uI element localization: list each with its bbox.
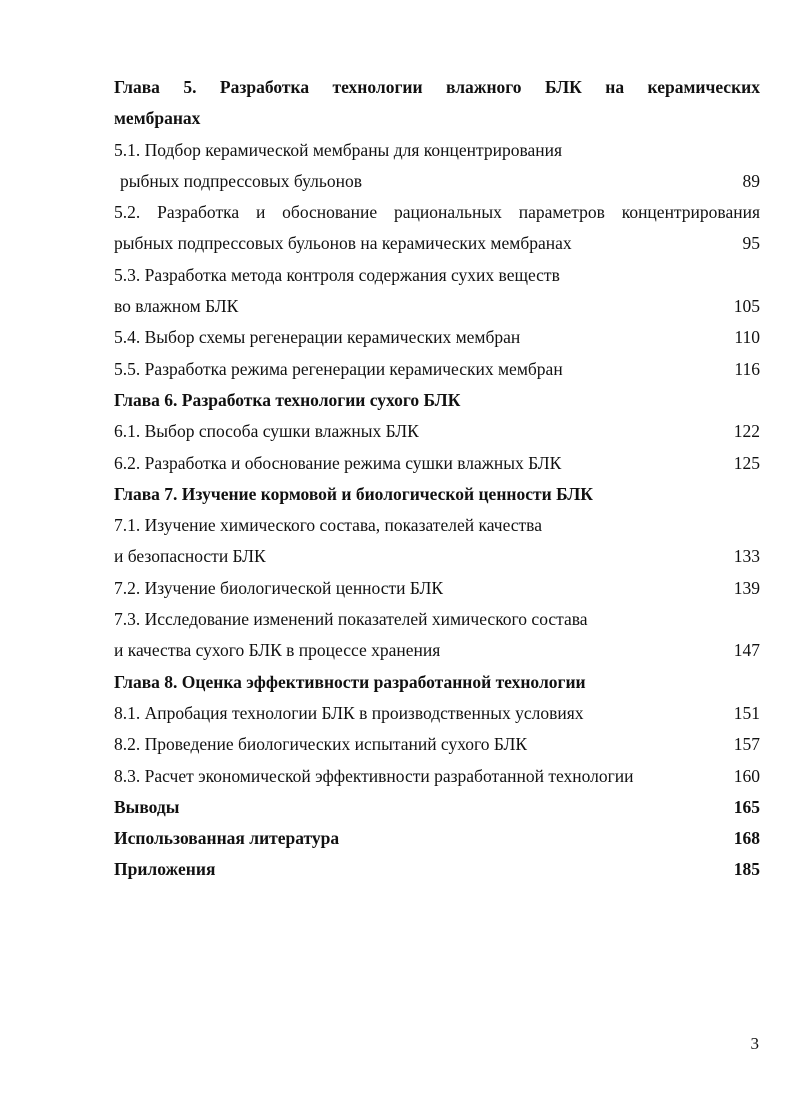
toc-page-number: 168	[733, 828, 760, 849]
toc-entry-text: 8.2. Проведение биологических испытаний сухого БЛК	[114, 734, 528, 755]
toc-entry-text: 5.2. Разработка и обоснование рациональных параметров концентрирования	[114, 202, 760, 223]
toc-entry-text: 7.2. Изучение биологической ценности БЛК	[114, 577, 444, 598]
toc-entry-7-1-cont	[114, 541, 760, 572]
toc-appendices	[114, 854, 760, 885]
toc-entry-text: Глава 5. Разработка технологии влажного БЛК на керамических	[114, 77, 760, 97]
toc-entry-text: Глава 6. Разработка технологии сухого БЛК	[114, 389, 461, 410]
toc-page-number: 122	[733, 421, 760, 442]
toc-entry-text: и безопасности БЛК	[114, 546, 266, 567]
toc-page-number: 139	[733, 577, 760, 598]
toc-entry-text: 5.3. Разработка метода контроля содержания сухих веществ	[114, 264, 560, 285]
toc-chapter-8-heading	[114, 667, 760, 698]
toc-entry-text: Глава 7. Изучение кормовой и биологической ценности БЛК	[114, 483, 593, 504]
toc-entry-6-1	[114, 416, 760, 447]
toc-chapter-5-heading-cont	[114, 103, 760, 134]
toc-page-number: 105	[733, 296, 760, 317]
toc-page-number: 133	[733, 546, 760, 567]
toc-page-number: 157	[733, 734, 760, 755]
toc-entry-5-4	[114, 322, 760, 353]
toc-entry-5-5	[114, 354, 760, 385]
toc-entry-text: 5.1. Подбор керамической мембраны для концентрирования	[114, 139, 563, 160]
toc-chapter-6-heading	[114, 385, 760, 416]
toc-entry-text: во влажном БЛК	[114, 296, 239, 317]
toc-entry-text: Выводы	[114, 796, 180, 817]
toc-references	[114, 823, 760, 854]
toc-entry-text: 7.1. Изучение химического состава, показателей качества	[114, 515, 542, 536]
toc-entry-text: Использованная литература	[114, 828, 340, 849]
toc-page-number: 89	[742, 170, 760, 191]
toc-entry-text: и качества сухого БЛК в процессе хранения	[114, 640, 441, 661]
toc-page-number: 185	[733, 859, 760, 880]
toc-entry-text: мембранах	[114, 108, 201, 129]
toc-entry-5-1-cont	[114, 166, 760, 197]
toc-entry-text: 8.3. Расчет экономической эффективности разработанной технологии	[114, 765, 634, 786]
toc-entry-5-3	[114, 260, 760, 291]
toc-page-number: 160	[733, 765, 760, 786]
toc-entry-text: 5.4. Выбор схемы регенерации керамических мембран	[114, 327, 521, 348]
toc-page-number: 165	[733, 796, 760, 817]
toc-page-number: 147	[733, 640, 760, 661]
toc-entry-8-1	[114, 698, 760, 729]
toc-entry-7-1	[114, 510, 760, 541]
toc-entry-text: 7.3. Исследование изменений показателей химического состава	[114, 609, 588, 630]
toc-page-number: 110	[734, 327, 760, 348]
table-of-contents	[114, 72, 760, 886]
toc-entry-5-2	[114, 197, 760, 228]
toc-entry-text: рыбных подпрессовых бульонов	[120, 170, 362, 191]
toc-page-number: 116	[734, 358, 760, 379]
toc-entry-text: 6.1. Выбор способа сушки влажных БЛК	[114, 421, 419, 442]
toc-entry-7-3-cont	[114, 635, 760, 666]
toc-entry-7-2	[114, 573, 760, 604]
toc-page-number: 151	[733, 702, 760, 723]
toc-entry-8-2	[114, 729, 760, 760]
toc-page-number: 125	[733, 452, 760, 473]
toc-entry-text: рыбных подпрессовых бульонов на керамических мембранах	[114, 233, 572, 254]
toc-entry-5-3-cont	[114, 291, 760, 322]
toc-chapter-7-heading	[114, 479, 760, 510]
toc-entry-8-3	[114, 761, 760, 792]
toc-chapter-5-heading	[114, 72, 760, 103]
toc-entry-text: Приложения	[114, 859, 216, 880]
toc-conclusions	[114, 792, 760, 823]
toc-entry-text: 5.5. Разработка режима регенерации керамических мембран	[114, 358, 563, 379]
toc-page-number: 95	[742, 233, 760, 254]
toc-entry-5-2-cont	[114, 228, 760, 259]
toc-entry-text: 8.1. Апробация технологии БЛК в производственных условиях	[114, 702, 584, 723]
toc-entry-text: Глава 8. Оценка эффективности разработанной технологии	[114, 671, 586, 692]
toc-entry-text: 6.2. Разработка и обоснование режима сушки влажных БЛК	[114, 452, 562, 473]
toc-entry-7-3	[114, 604, 760, 635]
page-number: 3	[750, 1034, 759, 1053]
toc-entry-6-2	[114, 448, 760, 479]
toc-entry-5-1	[114, 135, 760, 166]
